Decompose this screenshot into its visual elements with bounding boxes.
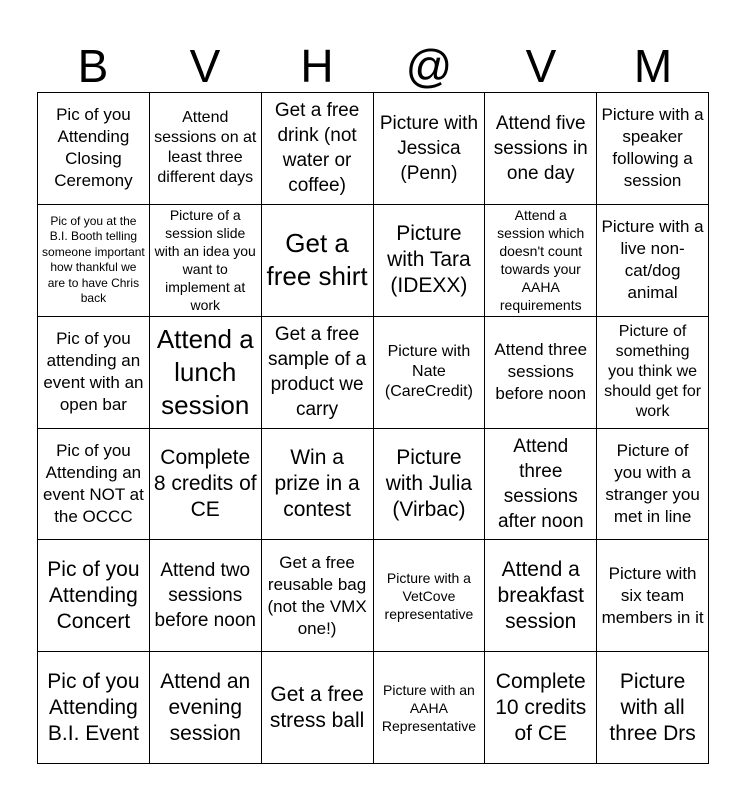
cell-text: Pic of you Attending Concert: [47, 557, 140, 633]
bingo-cell: [38, 205, 150, 317]
bingo-cell: [38, 93, 150, 205]
cell-text: Picture with Julia (Virbac): [385, 445, 473, 521]
bingo-cell: [374, 93, 486, 205]
cell-text: Attend sessions on at least three different days: [154, 109, 257, 187]
cell-text: Picture with a speaker following a session: [601, 105, 704, 191]
cell-text: Picture with all three Drs: [609, 669, 696, 745]
bingo-cell: [262, 317, 374, 429]
bingo-cell: [262, 205, 374, 317]
cell-text: Win a prize in a contest: [274, 445, 360, 521]
cell-text: Pic of you Attending Closing Ceremony: [54, 105, 133, 191]
cell-text: Complete 8 credits of CE: [153, 445, 257, 521]
bingo-cell: [38, 317, 150, 429]
bingo-cell: [597, 317, 709, 429]
cell-text: Pic of you Attending an event NOT at the OCCC: [43, 440, 144, 526]
bingo-cell: [150, 317, 262, 429]
cell-text: Picture with an AAHA Representative: [381, 681, 476, 734]
bingo-cell: [485, 429, 597, 541]
cell-text: Attend two sessions before noon: [154, 560, 256, 632]
cell-text: Attend three sessions after noon: [497, 435, 584, 532]
cell-text: Picture with six team members in it: [601, 563, 704, 627]
bingo-cell: [374, 652, 486, 764]
cell-text: Attend a session which doesn't count towards your AAHA requirements: [497, 207, 585, 314]
header-letter: @: [405, 40, 453, 92]
bingo-header: [37, 40, 709, 92]
cell-text: Attend a lunch session: [156, 323, 254, 420]
cell-text: Attend an evening session: [160, 669, 251, 745]
bingo-cell: [597, 429, 709, 541]
bingo-cell: [262, 429, 374, 541]
cell-text: Picture with Nate (CareCredit): [384, 343, 473, 401]
cell-text: Get a free shirt: [266, 228, 368, 292]
cell-text: Get a free stress ball: [269, 682, 365, 732]
cell-text: Attend a breakfast session: [497, 557, 584, 633]
header-letter: V: [189, 40, 221, 92]
cell-text: Picture with Tara (IDEXX): [387, 222, 471, 298]
bingo-cell: [597, 652, 709, 764]
bingo-cell: [150, 93, 262, 205]
cell-text: Picture with a live non-cat/dog animal: [601, 217, 704, 303]
bingo-cell: [374, 429, 486, 541]
bingo-cell: [374, 317, 486, 429]
cell-text: Pic of you at the B.I. Booth telling someone important how thankful we are to have Chris back: [42, 213, 145, 306]
header-letter: M: [633, 40, 673, 92]
bingo-cell: [597, 540, 709, 652]
cell-text: Picture of something you think we should get for work: [604, 323, 702, 421]
cell-text: Pic of you attending an event with an open bar: [43, 329, 144, 415]
cell-text: Get a free drink (not water or coffee): [274, 100, 360, 197]
bingo-board: [37, 92, 709, 764]
cell-text: Attend five sessions in one day: [493, 112, 588, 184]
bingo-cell: [597, 205, 709, 317]
bingo-cell: [374, 205, 486, 317]
cell-text: Picture with a VetCove representative: [384, 569, 474, 622]
bingo-cell: [150, 540, 262, 652]
bingo-cell: [38, 540, 150, 652]
cell-text: Complete 10 credits of CE: [495, 669, 587, 745]
header-letter: H: [300, 40, 334, 92]
bingo-cell: [485, 317, 597, 429]
bingo-cell: [485, 205, 597, 317]
bingo-cell: [374, 540, 486, 652]
bingo-cell: [38, 429, 150, 541]
bingo-cell: [150, 205, 262, 317]
cell-text: Picture of you with a stranger you met in line: [605, 440, 700, 526]
cell-text: Get a free reusable bag (not the VMX one!): [267, 552, 367, 638]
bingo-cell: [485, 93, 597, 205]
cell-text: Picture of a session slide with an idea you want to implement at work: [154, 207, 256, 314]
cell-text: Get a free sample of a product we carry: [267, 324, 367, 421]
bingo-cell: [262, 93, 374, 205]
cell-text: Pic of you Attending B.I. Event: [47, 669, 140, 745]
header-letter: B: [77, 40, 109, 92]
bingo-cell: [150, 429, 262, 541]
header-letter: V: [525, 40, 557, 92]
bingo-cell: [485, 652, 597, 764]
bingo-cell: [150, 652, 262, 764]
bingo-cell: [38, 652, 150, 764]
cell-text: Picture with Jessica (Penn): [379, 112, 479, 184]
bingo-cell: [597, 93, 709, 205]
cell-text: Attend three sessions before noon: [494, 340, 588, 404]
bingo-cell: [262, 540, 374, 652]
bingo-cell: [262, 652, 374, 764]
bingo-cell: [485, 540, 597, 652]
